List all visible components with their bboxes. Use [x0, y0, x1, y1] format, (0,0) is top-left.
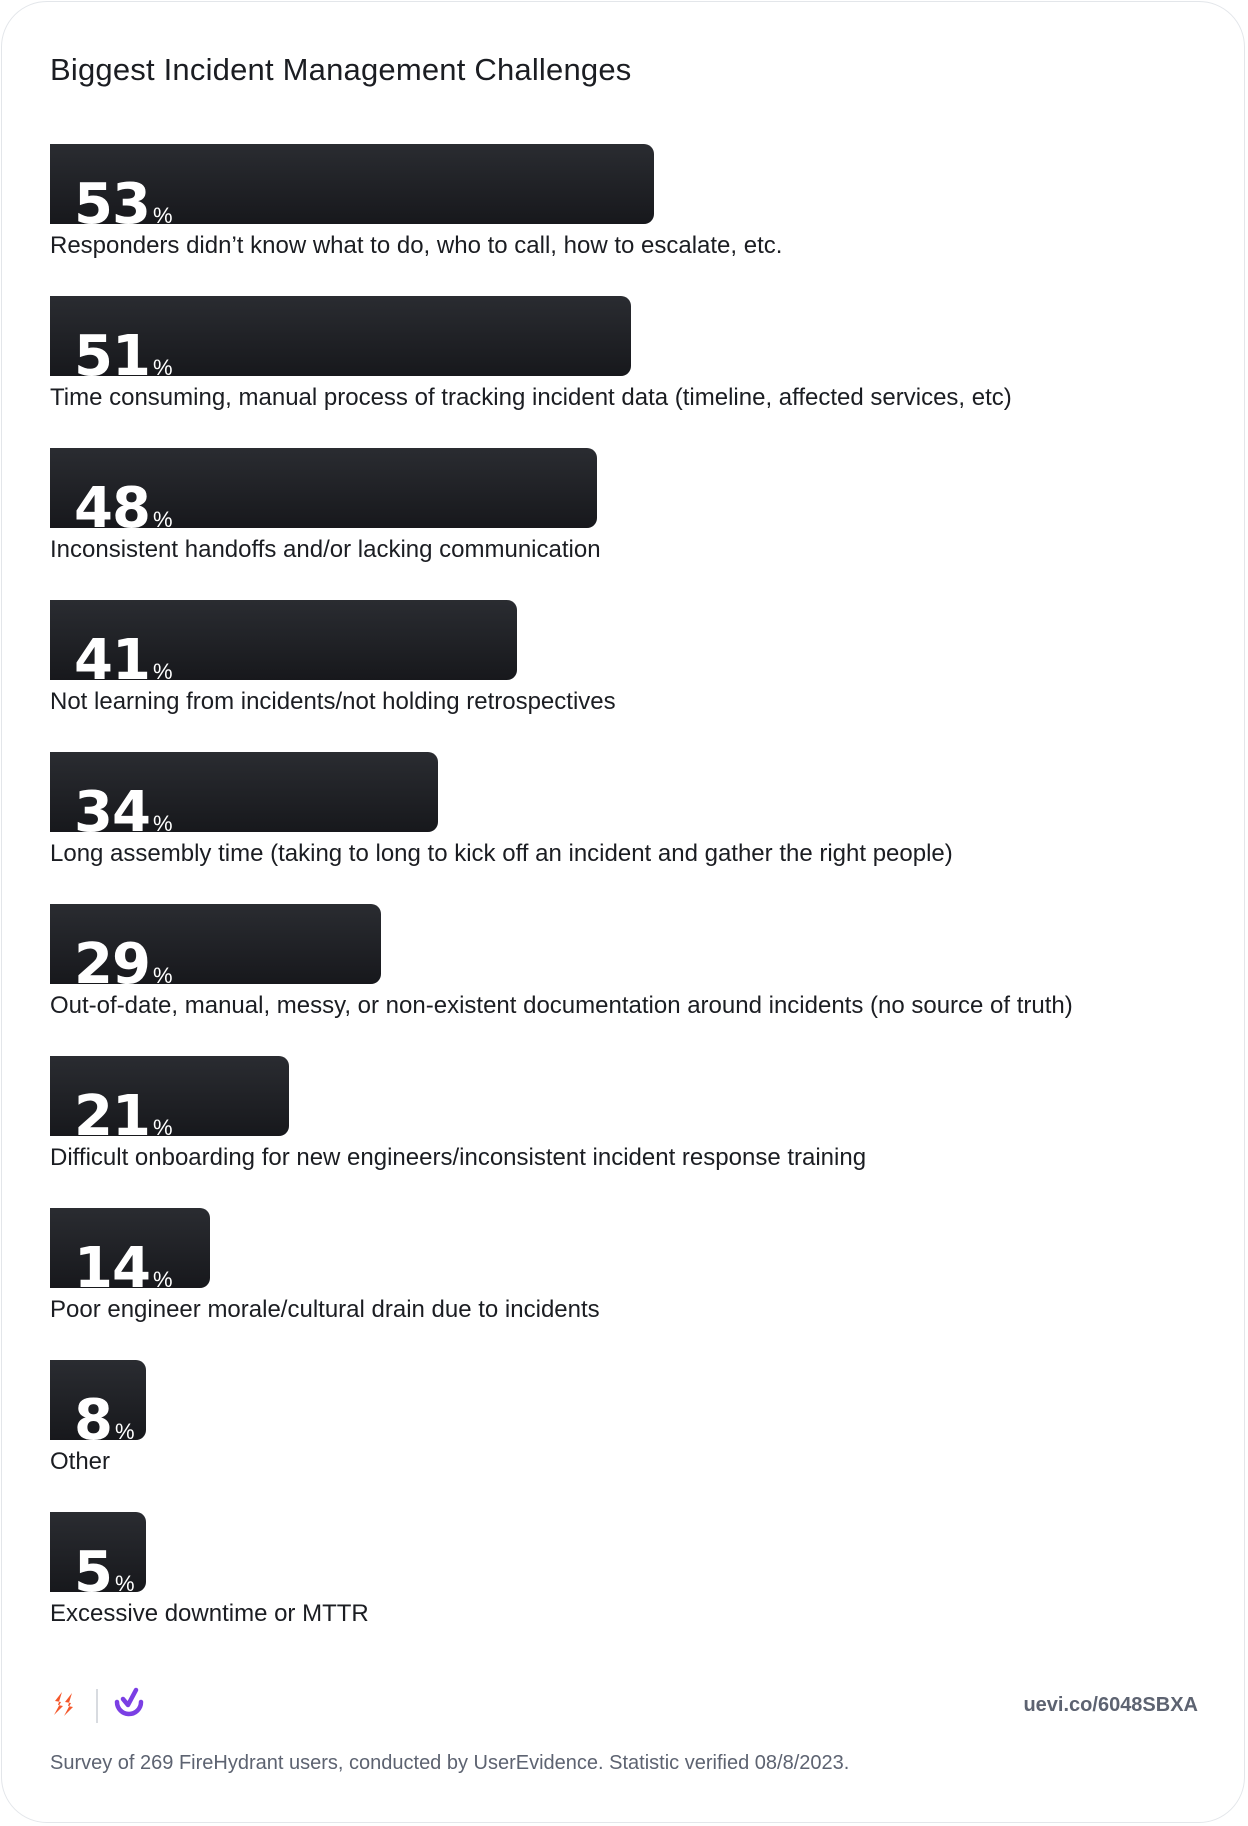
- userevidence-logo-icon: [112, 1687, 146, 1726]
- bar-value-label: [74, 172, 173, 224]
- category-label: Not learning from incidents/not holding retrospectives: [50, 688, 616, 715]
- category-label: Inconsistent handoffs and/or lacking communication: [50, 536, 601, 563]
- bar-value: 53: [74, 172, 150, 224]
- category-label: Excessive downtime or MTTR: [50, 1600, 369, 1627]
- bar: [50, 448, 597, 528]
- category-label: Time consuming, manual process of tracking incident data (timeline, affected services, etc): [50, 384, 1012, 411]
- bar: [50, 1512, 146, 1592]
- percent-sign: %: [114, 1419, 135, 1440]
- footer-logos: [50, 1687, 146, 1725]
- survey-link[interactable]: uevi.co/6048SBXA: [1023, 1694, 1198, 1716]
- percent-sign: %: [152, 507, 173, 528]
- percent-sign: %: [152, 659, 173, 680]
- category-label: Responders didn’t know what to do, who to call, how to escalate, etc.: [50, 232, 783, 259]
- bar-value: 5: [74, 1540, 112, 1592]
- bar-value: 29: [74, 932, 150, 984]
- category-label: Other: [50, 1448, 111, 1475]
- logo-divider: [96, 1689, 98, 1723]
- bar-value: 14: [74, 1236, 150, 1288]
- bar: [50, 144, 654, 224]
- bar-value-label: [74, 324, 173, 376]
- percent-sign: %: [152, 355, 173, 376]
- bar-value: 34: [74, 780, 150, 832]
- bar-value-label: [74, 1236, 173, 1288]
- firehydrant-logo-icon: [50, 1689, 80, 1724]
- bar: [50, 752, 438, 832]
- bar: [50, 1360, 146, 1440]
- percent-sign: %: [152, 811, 173, 832]
- percent-sign: %: [152, 1267, 173, 1288]
- bar-value-label: [74, 1084, 173, 1136]
- percent-sign: %: [152, 963, 173, 984]
- bar-value: 51: [74, 324, 150, 376]
- bar-value-label: [74, 1540, 135, 1592]
- category-label: Difficult onboarding for new engineers/inconsistent incident response training: [50, 1144, 867, 1171]
- bar-value-label: [74, 1388, 135, 1440]
- bar-value: 21: [74, 1084, 150, 1136]
- bar: [50, 1056, 289, 1136]
- bar-value: 48: [74, 476, 150, 528]
- bar: [50, 600, 517, 680]
- category-label: Long assembly time (taking to long to kick off an incident and gather the right people): [50, 840, 953, 867]
- category-label: Out-of-date, manual, messy, or non-existent documentation around incidents (no source of truth): [50, 992, 1073, 1019]
- bar: [50, 904, 381, 984]
- bar-value: 41: [74, 628, 150, 680]
- survey-footnote: Survey of 269 FireHydrant users, conducted by UserEvidence. Statistic verified 08/8/2023.: [50, 1752, 850, 1774]
- bar: [50, 296, 631, 376]
- percent-sign: %: [152, 1115, 173, 1136]
- chart-title: Biggest Incident Management Challenges: [50, 52, 632, 87]
- bar-value: 8: [74, 1388, 112, 1440]
- percent-sign: %: [152, 203, 173, 224]
- bar-value-label: [74, 476, 173, 528]
- category-label: Poor engineer morale/cultural drain due to incidents: [50, 1296, 600, 1323]
- bar-value-label: [74, 932, 173, 984]
- bar-value-label: [74, 780, 173, 832]
- percent-sign: %: [114, 1571, 135, 1592]
- bar-value-label: [74, 628, 173, 680]
- bar: [50, 1208, 210, 1288]
